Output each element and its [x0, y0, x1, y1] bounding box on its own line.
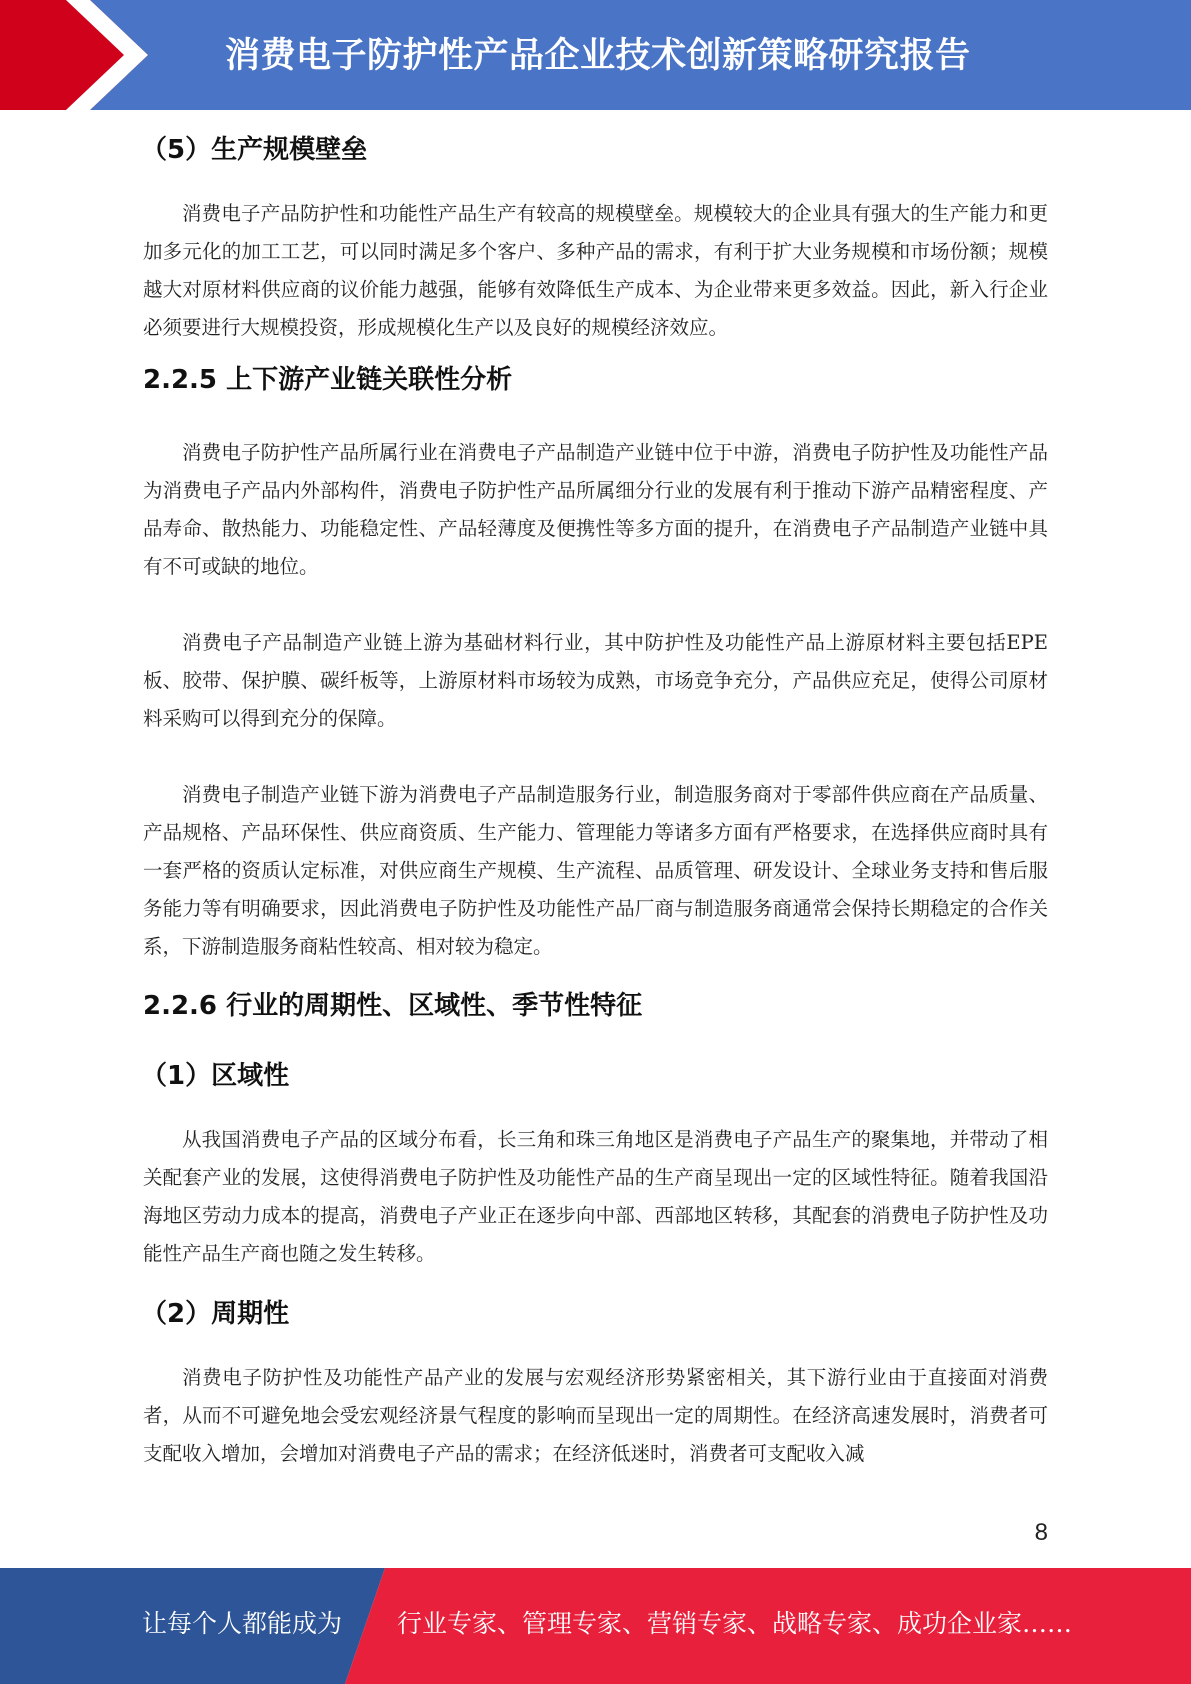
footer-slogan-left: 让每个人都能成为 — [142, 1609, 343, 1638]
paragraph: 消费电子产品防护性和功能性产品生产有较高的规模壁垒。规模较大的企业具有强大的生产能力和更加多元化的加工工艺，可以同时满足多个客户、多种产品的需求，有利于扩大业务规模和市场份额；规模越大对原材料供应商的议价能力越强，能够有效降低生产成本、为企业带来更多效益。因此，新入行企业必须要进行大规模投资，形成规模化生产以及良好的规模经济效应。 — [143, 202, 1048, 339]
subheading-scale-barrier: （5）生产规模壁垒 — [141, 135, 368, 165]
paragraph: 从我国消费电子产品的区域分布看，长三角和珠三角地区是消费电子产品生产的聚集地，并带动了相关配套产业的发展，这使得消费电子防护性及功能性产品的生产商呈现出一定的区域性特征。随着我国沿海地区劳动力成本的提高，消费电子产业正在逐步向中部、西部地区转移，其配套的消费电子防护性及功能性产品生产商也随之发生转移。 — [143, 1128, 1048, 1265]
subheading-cyclical: （2）周期性 — [141, 1299, 290, 1329]
subheading-regional: （1）区域性 — [141, 1061, 290, 1091]
section-heading-2-2-6: 2.2.6 行业的周期性、区域性、季节性特征 — [143, 991, 643, 1021]
footer-slogan-right: 行业专家、管理专家、营销专家、战略专家、成功企业家…… — [397, 1609, 1073, 1638]
footer-banner — [0, 1568, 1191, 1684]
paragraph: 消费电子制造产业链下游为消费电子产品制造服务行业，制造服务商对于零部件供应商在产品质量、产品规格、产品环保性、供应商资质、生产能力、管理能力等诸多方面有严格要求，在选择供应商时具有一套严格的资质认定标准，对供应商生产规模、生产流程、品质管理、研发设计、全球业务支持和售后服务能力等有明确要求，因此消费电子防护性及功能性产品厂商与制造服务商通常会保持长期稳定的合作关系，下游制造服务商粘性较高、相对较为稳定。 — [143, 783, 1048, 958]
paragraph: 消费电子防护性产品所属行业在消费电子产品制造产业链中位于中游，消费电子防护性及功能性产品为消费电子产品内外部构件，消费电子防护性产品所属细分行业的发展有利于推动下游产品精密程度、产品寿命、散热能力、功能稳定性、产品轻薄度及便携性等多方面的提升，在消费电子产品制造产业链中具有不可或缺的地位。 — [143, 441, 1048, 578]
document-body — [143, 132, 1048, 1473]
header-banner — [0, 0, 1191, 110]
paragraph: 消费电子产品制造产业链上游为基础材料行业，其中防护性及功能性产品上游原材料主要包括EPE板、胶带、保护膜、碳纤板等，上游原材料市场较为成熟，市场竞争充分，产品供应充足，使得公司原材料采购可以得到充分的保障。 — [143, 631, 1048, 730]
header-chevron-logo — [0, 0, 160, 110]
report-title: 消费电子防护性产品企业技术创新策略研究报告 — [225, 36, 971, 76]
paragraph: 消费电子防护性及功能性产品产业的发展与宏观经济形势紧密相关，其下游行业由于直接面对消费者，从而不可避免地会受宏观经济景气程度的影响而呈现出一定的周期性。在经济高速发展时，消费者可支配收入增加，会增加对消费电子产品的需求；在经济低迷时，消费者可支配收入减 — [143, 1366, 1048, 1465]
page-number: 8 — [1034, 1519, 1048, 1546]
section-heading-2-2-5: 2.2.5 上下游产业链关联性分析 — [143, 365, 513, 395]
